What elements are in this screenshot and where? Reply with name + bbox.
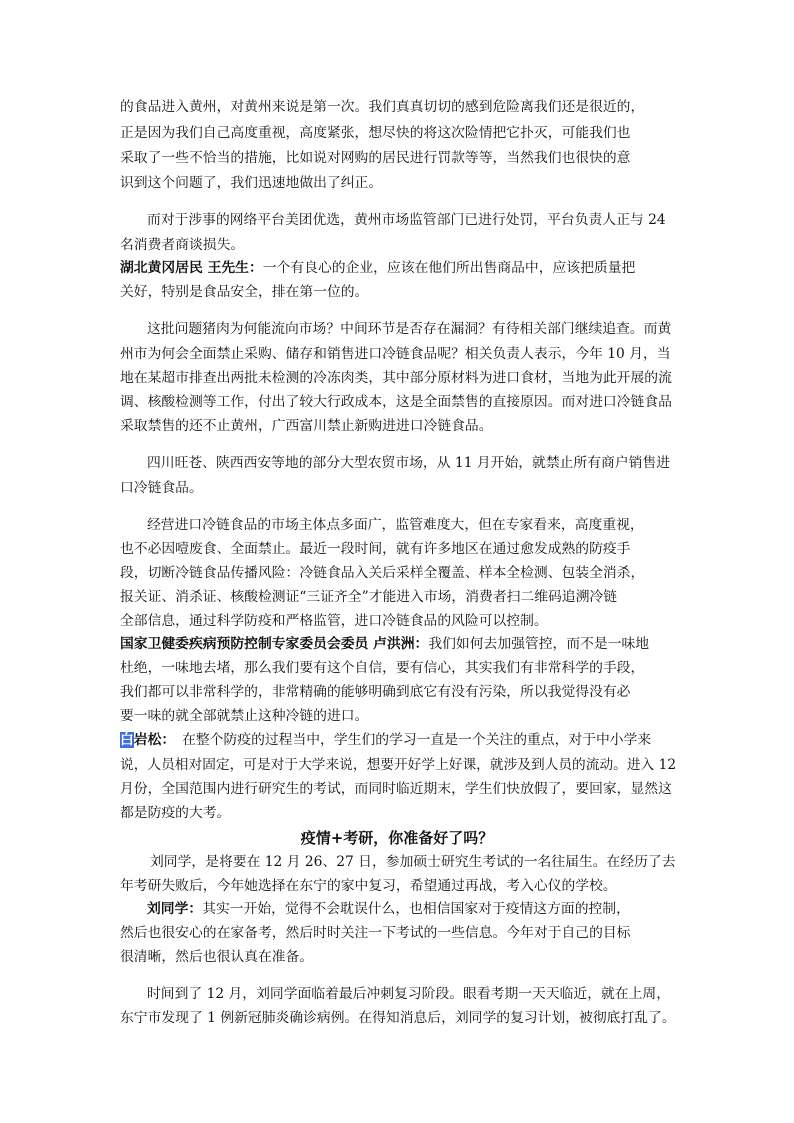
paragraph-line: 年考研失败后，今年她选择在东宁的家中复习，希望通过再战，考入心仪的学校。	[120, 878, 617, 894]
paragraph-line: 经营进口冷链食品的市场主体点多面广，监管难度大，但在专家看来，高度重视，	[147, 517, 644, 533]
paragraph-line: 采取了一些不恰当的措施，比如说对网购的居民进行罚款等等，当然我们也很快的意	[120, 150, 631, 166]
quote-line	[147, 900, 630, 918]
paragraph-line: 刘同学，是将要在 12 月 26、27 日，参加硕士研究生考试的一名往届生。在经历了去	[150, 854, 676, 870]
paragraph-line: 地在某超市排查出两批未检测的冷冻肉类，其中部分原材料为进口食材，当地为此开展的流	[120, 370, 672, 386]
paragraph-line: 识到这个问题了，我们迅速地做出了纠正。	[120, 175, 383, 191]
quote-text: 一个有良心的企业，应该在他们所出售商品中，应该把质量把	[262, 260, 636, 276]
paragraph-line: 也不必因噎废食、全面禁止。最近一段时间，就有许多地区在通过愈发成熟的防疫手	[120, 541, 631, 557]
quote-line	[120, 731, 651, 749]
quote-line: 我们都可以非常科学的，非常精确的能够明确到底它有没有污染，所以我觉得没有必	[120, 684, 631, 700]
quote-line: 说，人员相对固定，可是对于大学来说，想要开好学上好课，就涉及到人员的流动。进入 12	[120, 757, 677, 773]
quote-line: 要一味的就全部就禁止这种冷链的进口。	[120, 708, 369, 724]
quote-text: 在整个防疫的过程当中，学生们的学习一直是一个关注的重点，对于中小学来	[168, 732, 652, 748]
paragraph-line: 调、核酸检测等工作，付出了较大行政成本，这是全面禁售的直接原因。而对进口冷链食品	[120, 394, 672, 410]
quote-text: 其实一开始，觉得不会耽误什么，也相信国家对于疫情这方面的控制，	[202, 901, 630, 917]
quote-line	[120, 259, 635, 277]
speaker-label: 刘同学：	[147, 901, 203, 917]
paragraph-line: 州市为何会全面禁止采购、储存和销售进口冷链食品呢？相关负责人表示，今年 10 月，当	[120, 346, 671, 362]
paragraph-line: 的食品进入黄州，对黄州来说是第一次。我们真真切切的感到危险离我们还是很近的，	[120, 99, 645, 115]
quote-line	[120, 635, 649, 653]
quote-text: 我们如何去加强管控，而不是一味地	[428, 636, 650, 652]
paragraph-line: 段，切断冷链食品传播风险：冷链食品入关后采样全覆盖、样本全检测、包装全消杀，	[120, 565, 645, 581]
paragraph-line: 时间到了 12 月，刘同学面临着最后冲刺复习阶段。眼看考期一天天临近，就在上周，	[147, 986, 671, 1002]
speaker-label: 国家卫健委疾病预防控制专家委员会委员 卢洪洲：	[120, 636, 429, 652]
section-heading: 疫情+考研，你准备好了吗？	[300, 829, 494, 847]
paragraph-line: 正是因为我们自己高度重视，高度紧张，想尽快的将这次险情把它扑灭，可能我们也	[120, 125, 631, 141]
quote-line: 杜绝，一味地去堵，那么我们要有这个自信，要有信心，其实我们有非常科学的手段，	[120, 660, 645, 676]
quote-line: 然后也很安心的在家备考，然后时时关注一下考试的一些信息。今年对于自己的目标	[120, 925, 631, 941]
paragraph-line: 全部信息，通过科学防疫和严格监管，进口冷链食品的风险可以控制。	[120, 613, 548, 629]
paragraph-line: 报关证、消杀证、核酸检测证“三证齐全”才能进入市场，消费者扫二维码追溯冷链	[120, 589, 617, 605]
quote-line: 都是防疫的大考。	[120, 805, 231, 821]
text-selection-highlight[interactable]: 白	[120, 732, 134, 748]
speaker-label: 湖北黄冈居民 王先生：	[120, 260, 263, 276]
paragraph-line: 而对于涉事的网络平台美团优选，黄州市场监管部门已进行处罚，平台负责人正与 24	[147, 212, 666, 228]
paragraph-line: 采取禁售的还不止黄州，广西富川禁止新购进进口冷链食品。	[120, 418, 493, 434]
speaker-label: 岩松：	[133, 732, 169, 748]
paragraph-line: 这批问题猪肉为何能流向市场？中间环节是否存在漏洞？有待相关部门继续追查。而黄	[147, 321, 672, 337]
quote-line: 很清晰，然后也很认真在准备。	[120, 949, 314, 965]
paragraph-line: 名消费者商谈损失。	[120, 237, 245, 253]
quote-line: 月份，全国范围内进行研究生的考试，而同时临近期末，学生们快放假了，要回家，显然这	[120, 781, 672, 797]
paragraph-line: 口冷链食品。	[120, 480, 203, 496]
paragraph-line: 东宁市发现了 1 例新冠肺炎确诊病例。在得知消息后，刘同学的复习计划，被彻底打乱了。	[120, 1010, 676, 1026]
paragraph-line: 四川旺苍、陕西西安等地的部分大型农贸市场，从 11 月开始，就禁止所有商户销售进	[147, 455, 671, 471]
quote-line: 关好，特别是食品安全，排在第一位的。	[120, 284, 369, 300]
